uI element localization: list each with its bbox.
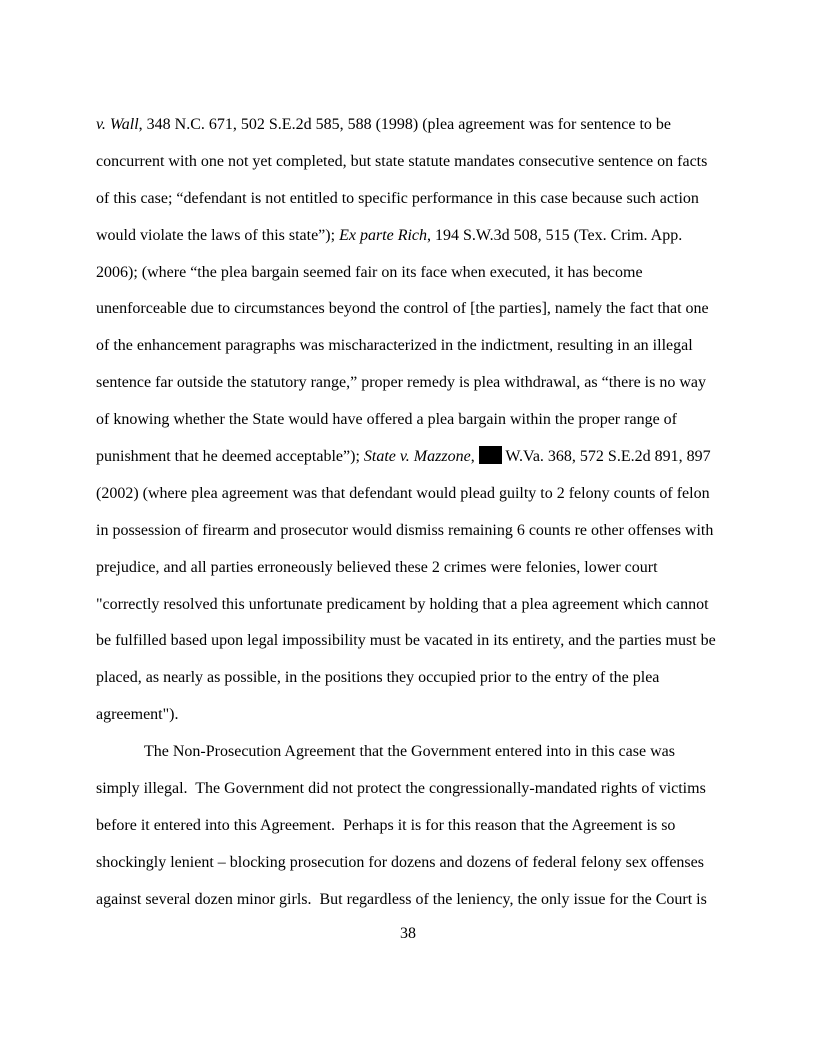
text-line: shockingly lenient – blocking prosecution for dozens and dozens of federal felony sex offenses — [96, 853, 704, 871]
text-line: "correctly resolved this unfortunate predicament by holding that a plea agreement which cannot — [96, 595, 709, 613]
text-line — [96, 446, 736, 483]
case-citation: Ex parte Rich — [339, 226, 428, 244]
text-line: unenforceable due to circumstances beyond the control of [the parties], namely the fact that one — [96, 300, 709, 318]
text-line: of knowing whether the State would have offered a plea bargain within the proper range of — [96, 411, 677, 429]
text-line — [96, 225, 736, 262]
text-line: agreement"). — [96, 706, 179, 724]
case-citation: State v. Mazzone — [363, 448, 471, 466]
text-segment: , 194 S.W.3d 508, 515 (Tex. Crim. App. — [427, 226, 683, 244]
text-line: before it entered into this Agreement. Perhaps it is for this reason that the Agreement is so — [96, 816, 676, 834]
text-line: be fulfilled based upon legal impossibility must be vacated in its entirety, and the parties must be — [96, 632, 716, 650]
text-segment: W.Va. 368, 572 S.E.2d 891, 897 — [501, 448, 711, 466]
text-line: (2002) (where plea agreement was that defendant would plead guilty to 2 felony counts of felon — [96, 484, 710, 502]
text-line: in possession of firearm and prosecutor would dismiss remaining 6 counts re other offenses with — [96, 521, 714, 539]
case-citation: v. Wall — [96, 116, 139, 133]
text-line: placed, as nearly as possible, in the positions they occupied prior to the entry of the plea — [96, 669, 660, 687]
text-line — [96, 114, 736, 151]
text-line: concurrent with one not yet completed, but state statute mandates consecutive sentence on facts — [96, 152, 708, 170]
text-segment: , 348 N.C. 671, 502 S.E.2d 585, 588 (1998) (plea agreement was for sentence to be — [138, 116, 671, 133]
page-number: 38 — [400, 925, 416, 942]
text-line: of this case; “defendant is not entitled to specific performance in this case because such action — [96, 189, 699, 207]
text-segment: punishment that he deemed acceptable”); — [96, 448, 364, 466]
text-line: prejudice, and all parties erroneously believed these 2 crimes were felonies, lower court — [96, 558, 658, 576]
text-line: against several dozen minor girls. But regardless of the leniency, the only issue for the Court is — [96, 890, 707, 908]
text-line: 2006); (where “the plea bargain seemed fair on its face when executed, it has become — [96, 263, 643, 281]
text-line: of the enhancement paragraphs was mischaracterized in the indictment, resulting in an illegal — [96, 337, 693, 355]
text-line: simply illegal. The Government did not protect the congressionally-mandated rights of victims — [96, 780, 706, 798]
redaction-box — [479, 446, 502, 464]
text-segment: would violate the laws of this state”); — [96, 226, 340, 244]
text-segment: , — [470, 448, 479, 466]
text-line: sentence far outside the statutory range,” proper remedy is plea withdrawal, as “there is no way — [96, 374, 706, 392]
text-line: The Non-Prosecution Agreement that the Government entered into in this case was — [144, 743, 675, 761]
document-body — [96, 114, 736, 926]
